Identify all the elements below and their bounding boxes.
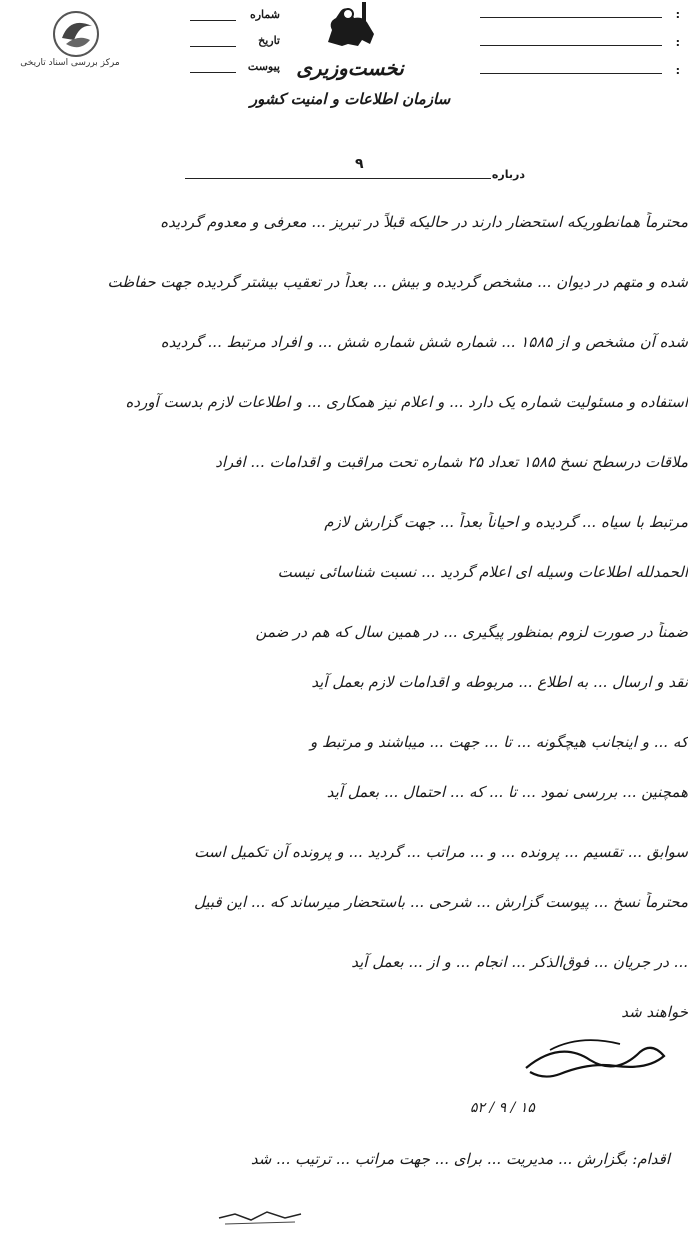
- body-line: ملاقات درسطح نسخ ۱۵۸۵ تعداد ۲۵ شماره تحت مراقبت و اقدامات ... افراد: [215, 453, 688, 471]
- body-line: شده آن مشخص و از ۱۵۸۵ ... شماره شش شماره شش ... و افراد مرتبط ... گردیده: [160, 333, 688, 351]
- letter-body: [28, 212, 688, 1052]
- number-label: شماره: [249, 8, 280, 21]
- action-note: اقدام: بگزارش ... مدیریت ... برای ... جهت مراتب ... ترتیب ... شد: [250, 1150, 670, 1168]
- stamp-mark: [215, 1200, 305, 1230]
- reference-label: درباره: [491, 168, 525, 181]
- body-line: که ... و اینجانب هیچگونه ... تا ... جهت ... میباشند و مرتبط و: [309, 733, 688, 751]
- body-line: ... در جریان ... فوق‌الذکر ... انجام ... و از ... بعمل آید: [351, 953, 688, 971]
- watermark: [10, 10, 120, 70]
- reference-mark: ۹: [355, 156, 364, 172]
- body-line: الحمدلله اطلاعات وسیله ای اعلام گردید ... نسبت شناسائی نیست: [277, 563, 688, 581]
- org-subtitle: سازمان اطلاعات و امنیت کشور: [249, 90, 451, 108]
- body-line: ضمناً در صورت لزوم بمنظور پیگیری ... در همین سال که هم در ضمن: [255, 623, 688, 641]
- lion-and-sun-emblem-icon: [318, 0, 384, 50]
- body-line: خواهند شد: [621, 1003, 688, 1021]
- body-line: مرتبط با سیاه ... گردیده و احیاناً بعداً ... جهت گزارش لازم: [324, 513, 688, 531]
- signature: [520, 1030, 670, 1090]
- body-line: محترماً نسخ ... پیوست گزارش ... شرحی ... باستحضار میرساند که ... این قبیل: [194, 893, 688, 911]
- date-label: تاریخ: [258, 34, 280, 47]
- body-line: استفاده و مسئولیت شماره یک دارد ... و اعلام نیز همکاری ... و اطلاعات لازم بدست آورده: [125, 393, 688, 411]
- attachment-label: پیوست: [247, 60, 280, 73]
- body-line: همچنین ... بررسی نمود ... تا ... که ... احتمال ... بعمل آید: [326, 783, 688, 801]
- archive-logo-icon: [50, 10, 102, 62]
- body-line: سوابق ... تقسیم ... پرونده ... و ... مراتب ... گردید ... و پرونده آن تکمیل است: [194, 843, 688, 861]
- watermark-text: مرکز بررسی اسناد تاریخی: [20, 58, 120, 68]
- body-line: نقد و ارسال ... به اطلاع ... مربوطه و اقدامات لازم بعمل آید: [311, 673, 688, 691]
- date-field: [190, 32, 280, 58]
- body-line: شده و متهم در دیوان ... مشخص گردیده و بیش ... بعداً در تعقیب بیشتر گردیده جهت حفاظت: [107, 273, 688, 291]
- number-field: [190, 6, 280, 32]
- header-right-lines: : : :: [480, 6, 680, 90]
- org-title: نخست‌وزیری: [296, 56, 404, 80]
- reference-field: [185, 156, 525, 192]
- letter-date: ۱۵ / ۹ / ۵۲: [470, 1100, 535, 1116]
- body-line: محترماً همانطوریکه استحضار دارند در حالیکه قبلاً در تبریز ... معرفی و معدوم گردیده: [160, 213, 688, 231]
